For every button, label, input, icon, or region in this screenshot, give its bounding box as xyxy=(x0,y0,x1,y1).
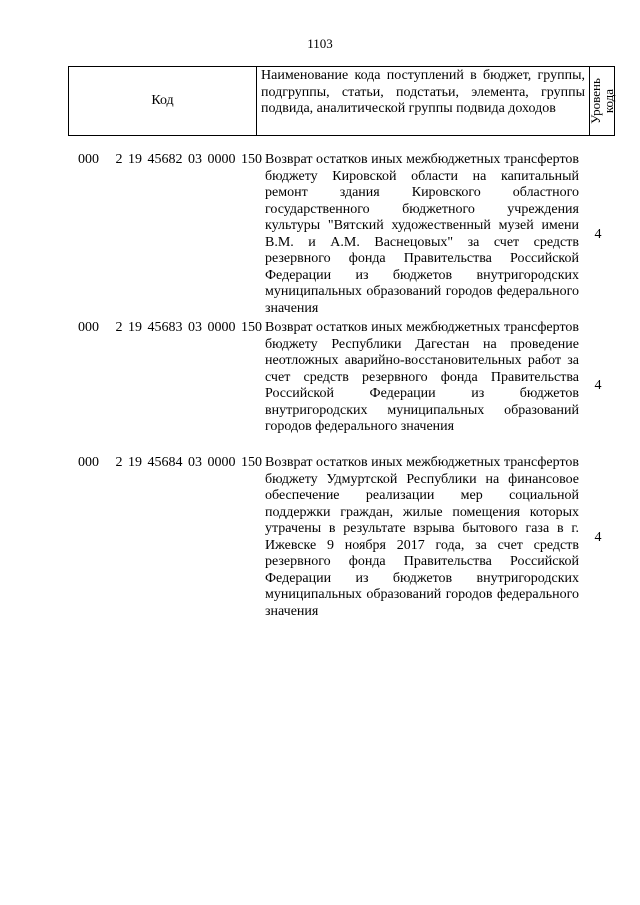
row-description: Возврат остатков иных межбюджетных трансфертов бюджету Удмуртской Республики на финансовое обеспечение реализации мер социальной поддержки граждан, жилые помещения которых утрачены в результате взрыва бытового газа в г. Ижевске 9 ноября 2017 года, за счет средств резервного фонда Правительства Российской Федерации из бюджетов внутригородских муниципальных образований городов федерального значения xyxy=(265,455,579,619)
row-level: 4 xyxy=(594,227,602,242)
header-code-cell xyxy=(69,67,257,136)
header-code-label: Код xyxy=(151,93,174,108)
row-description: Возврат остатков иных межбюджетных трансфертов бюджету Республики Дагестан на проведение неотложных аварийно-восстановительных работ за счет средств резервного фонда Правительства Российской Федерации из бюджетов внутригородских муниципальных образований городов федерального значения xyxy=(265,320,579,434)
header-level-label xyxy=(589,78,615,124)
row-admin-code: 000 xyxy=(78,320,99,335)
row-income-code: 2 19 45683 03 0000 150 xyxy=(115,320,262,335)
row-admin-code: 000 xyxy=(78,152,99,167)
row-code xyxy=(78,152,262,169)
header-level-cell xyxy=(590,67,615,136)
row-code xyxy=(78,320,262,337)
row-level: 4 xyxy=(594,378,602,393)
row-code xyxy=(78,455,262,472)
header-level-line1: Уровень xyxy=(588,78,603,124)
header-name-label: Наименование кода поступлений в бюджет, группы, подгруппы, статьи, подстатьи, элемента, группы подвида, аналитической группы подвида доходов xyxy=(261,68,585,116)
table-header xyxy=(68,66,615,136)
row-admin-code: 000 xyxy=(78,455,99,470)
header-level-line2: кода xyxy=(601,88,616,114)
row-income-code: 2 19 45682 03 0000 150 xyxy=(115,152,262,167)
header-name-cell xyxy=(257,67,590,136)
row-description: Возврат остатков иных межбюджетных трансфертов бюджету Кировской области на капитальный ремонт здания Кировского областного государственного бюджетного учреждения культуры "Вятский художественный музей имени В.М. и А.М. Васнецовых" за счет средств резервного фонда Правительства Российской Федерации из бюджетов внутригородских муниципальных образований городов федерального значения xyxy=(265,152,579,316)
page-number: 1103 xyxy=(307,36,333,51)
row-income-code: 2 19 45684 03 0000 150 xyxy=(115,455,262,470)
row-level: 4 xyxy=(594,530,602,545)
